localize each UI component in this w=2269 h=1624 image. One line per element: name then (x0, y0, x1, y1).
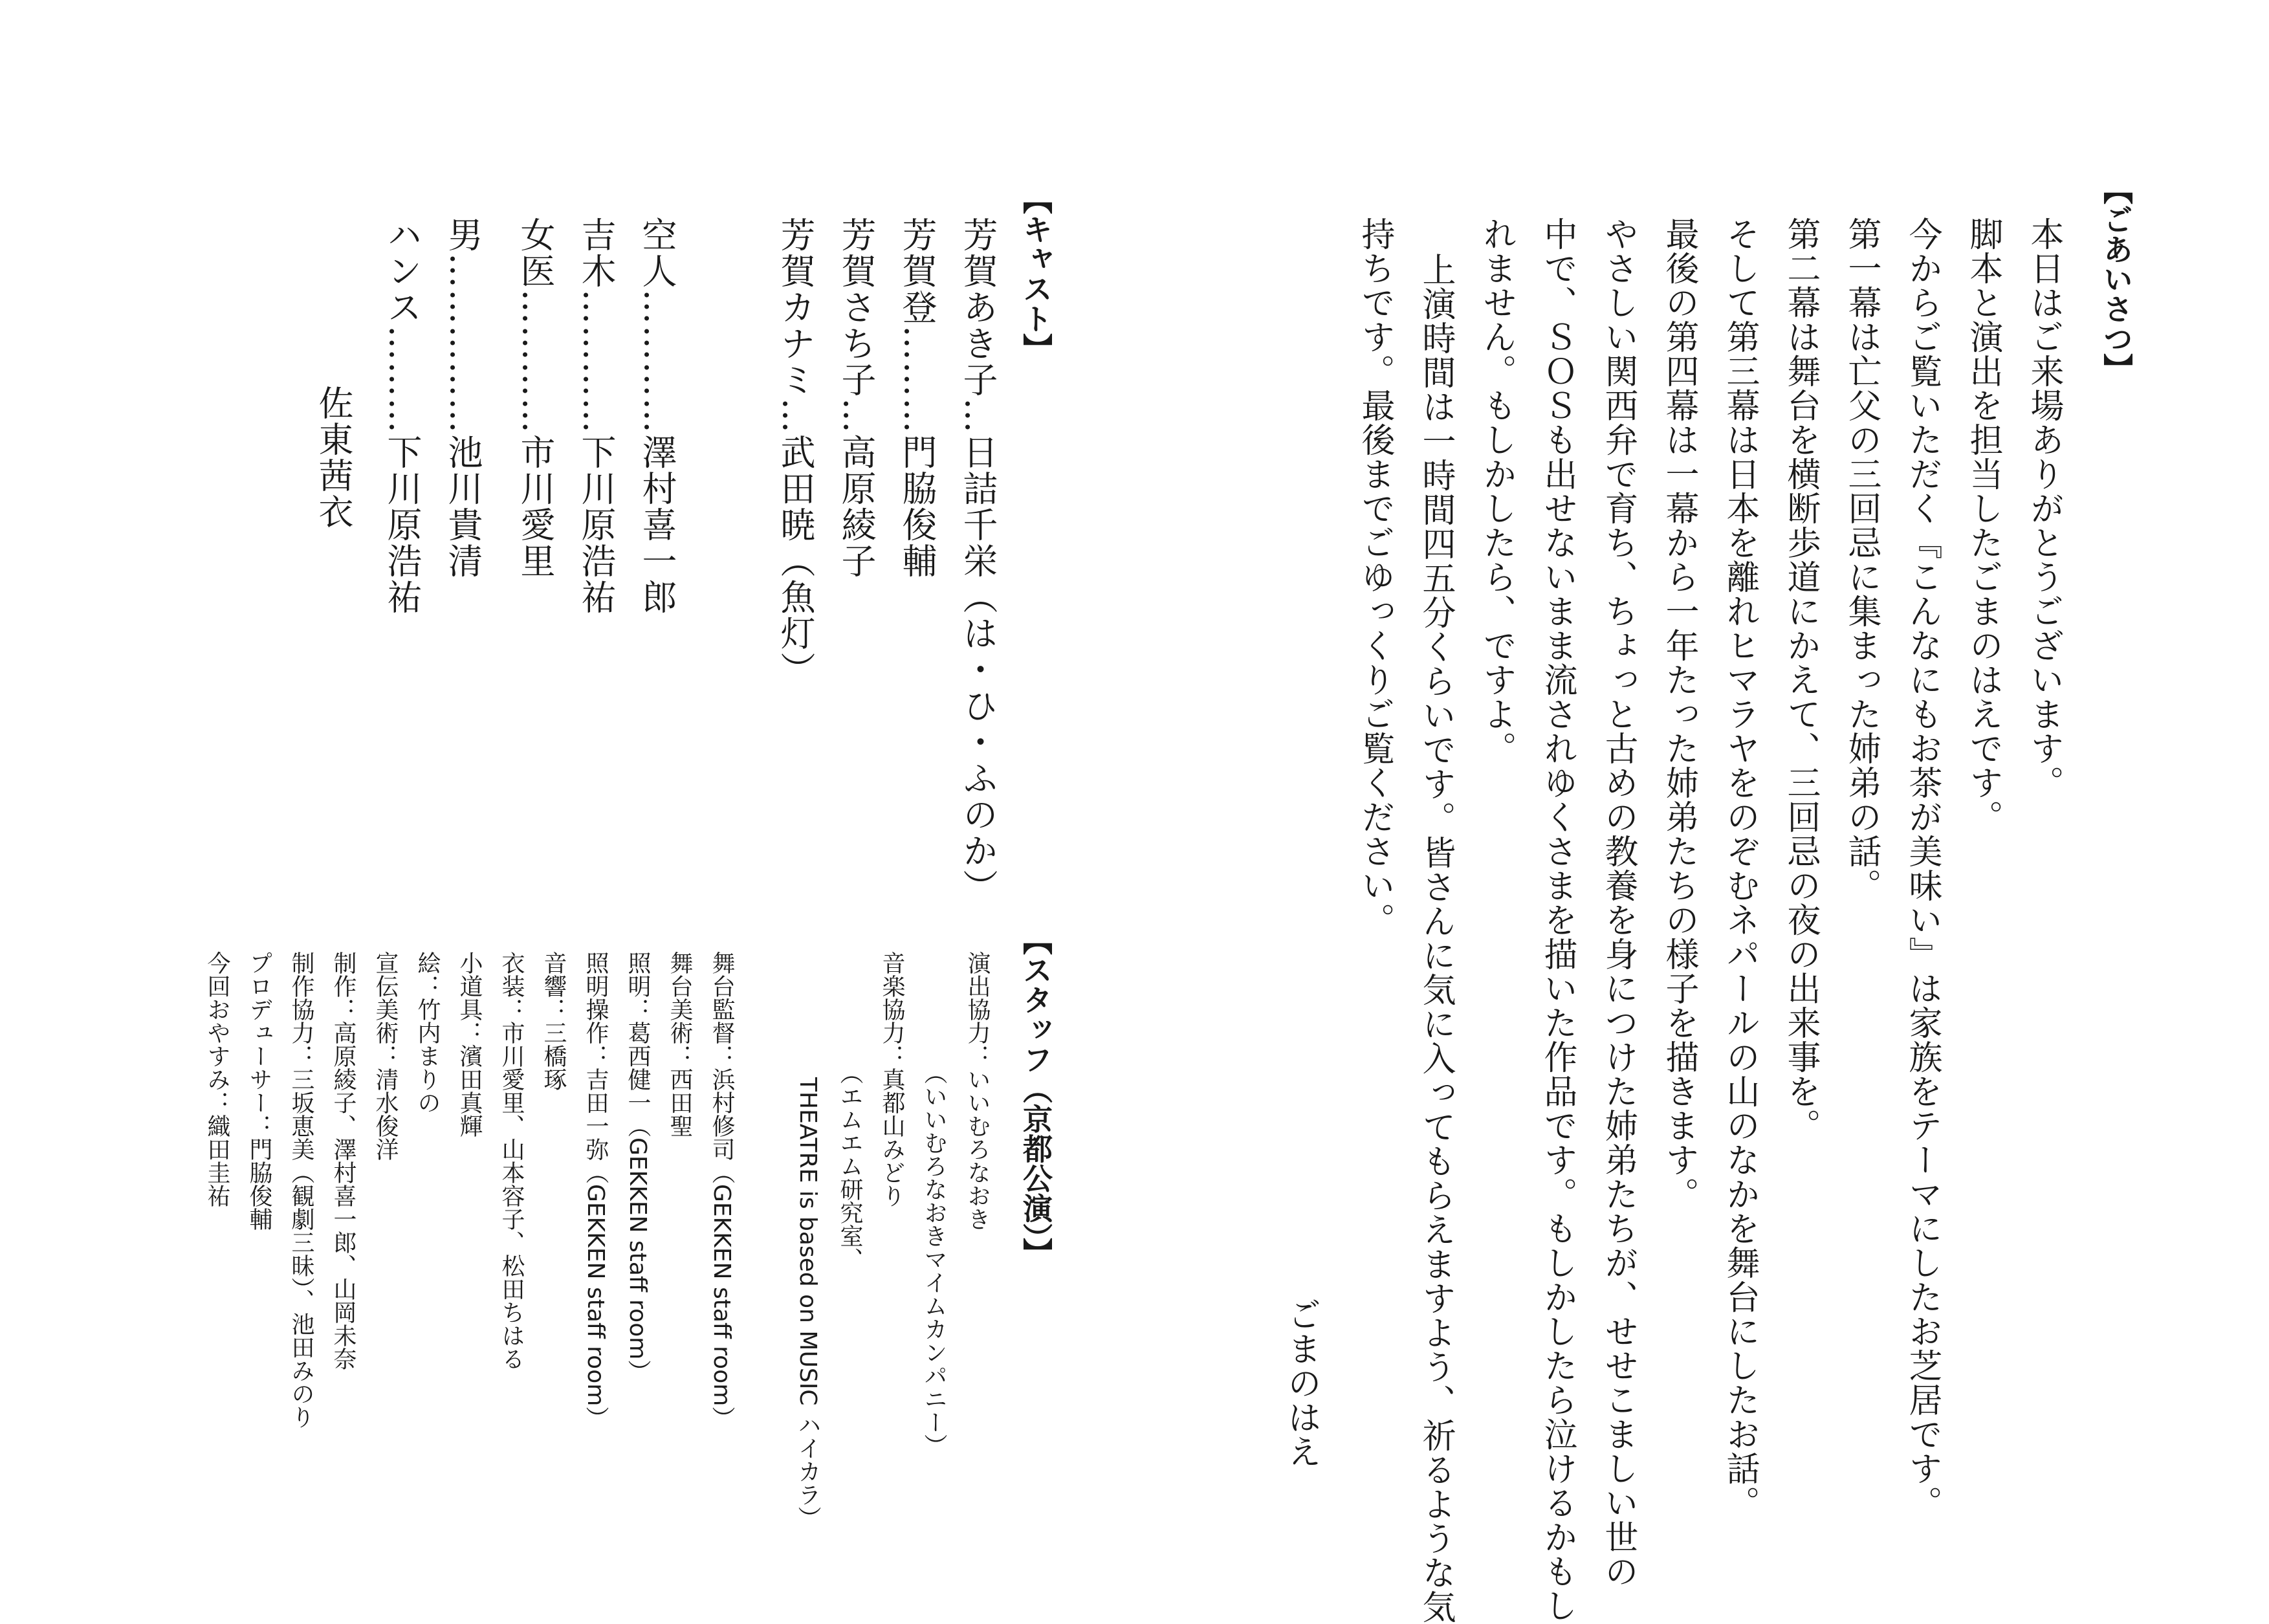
greeting-line: 最後の第四幕は一幕から一年たった姉弟たちの様子を描きます。 (1660, 217, 1698, 1211)
staff-line: 照明操作：吉田一弥（GEKKEN staff room） (582, 951, 609, 1430)
staff-line: 衣装：市川愛里、山本容子、松田ちはる (498, 951, 525, 1370)
cast-entry: 芳賀カナミ…武田暁（魚灯） (775, 217, 816, 688)
greeting-line: 第二幕は舞台を横断歩道にかえて、三回忌の夜の出来事を。 (1781, 217, 1820, 1143)
staff-line: （いいむろなおきマイムカンパニー） (921, 1061, 947, 1457)
staff-line: 音楽協力：真都山みどり (879, 951, 905, 1207)
cast-entry: 芳賀登………門脇俊輔 (897, 217, 937, 579)
greeting-line: 第一幕は亡父の三回忌に集まった姉弟の話。 (1842, 217, 1881, 903)
staff-line: THEATRE is based on MUSIC ハイカラ） (795, 1077, 821, 1530)
cast-entry: 芳賀さち子…高原綾子 (836, 217, 877, 579)
staff-line: 宣伝美術：清水俊洋 (372, 951, 399, 1161)
staff-line: 制作協力：三坂恵美（観劇三昧）、池田みのり (288, 951, 314, 1429)
greeting-line: れません。もしかしたら、ですよ。 (1477, 217, 1516, 765)
staff-line: 音響：三橋琢 (540, 951, 567, 1091)
cast-entry: 空人…………澤村喜一郎 (637, 217, 677, 615)
cast-entry: 吉木…………下川原浩祐 (576, 217, 617, 615)
greeting-line: そして第三幕は日本を離れヒマラヤをのぞむネパールの山のなかを舞台にしたお話。 (1720, 217, 1759, 1520)
cast-entry: ハンス………下川原浩祐 (382, 217, 422, 615)
staff-heading: 【スタッフ（京都公演）】 (1018, 925, 1053, 1267)
greeting-line: 本日はご来場ありがとうございます。 (2024, 217, 2063, 800)
greeting-line: 今からご覧いただく『こんなにもお茶が美味い』は家族をテーマにしたお芝居です。 (1903, 217, 1942, 1520)
greeting-line: やさしい関西弁で育ち、ちょっと古めの教養を身につけた姉弟たちが、せせこましい世の (1599, 217, 1638, 1588)
greeting-signature: ごまのはえ (1282, 1297, 1321, 1469)
staff-line: 舞台美術：西田聖 (666, 951, 693, 1137)
staff-line: 今回おやすみ：織田圭祐 (204, 951, 230, 1207)
staff-line: プロデューサー：門脇俊輔 (246, 951, 272, 1231)
staff-line: 小道具：濱田真輝 (456, 951, 483, 1137)
staff-line: 照明：葛西健一（GEKKEN staff room） (624, 951, 651, 1383)
staff-line: 舞台監督：浜村修司（GEKKEN staff room） (708, 951, 735, 1430)
cast-entry: 男……………池川貴清 (443, 217, 483, 579)
staff-line: （エムエム研究室、 (837, 1061, 863, 1271)
staff-line: 絵：竹内まりの (414, 951, 441, 1114)
staff-line: 演出協力：いいむろなおき (964, 951, 991, 1231)
cast-heading: 【キャスト】 (1018, 184, 1053, 363)
greeting-line: 脚本と演出を担当したごまのはえです。 (1964, 217, 2002, 834)
cast-entry: 佐東茜衣 (313, 385, 354, 530)
cast-entry: 芳賀あき子…日詰千栄（は・ひ・ふのか） (958, 217, 998, 905)
greeting-line: 持ちです。最後までごゆっくりご覧ください。 (1355, 217, 1394, 937)
staff-line: 制作：高原綾子、澤村喜一郎、山岡未奈 (330, 951, 356, 1370)
greeting-heading: 【ごあいさつ】 (2099, 175, 2134, 383)
greeting-line: 中で、ＳＯＳも出せないまま流されゆくさまを描いた作品です。もしかしたら泣けるかもし (1538, 217, 1577, 1623)
greeting-line: 上演時間は一時間四五分くらいです。皆さんに気に入ってもらえますよう、祈るような気 (1416, 252, 1455, 1624)
cast-entry: 女医…………市川愛里 (515, 217, 556, 579)
